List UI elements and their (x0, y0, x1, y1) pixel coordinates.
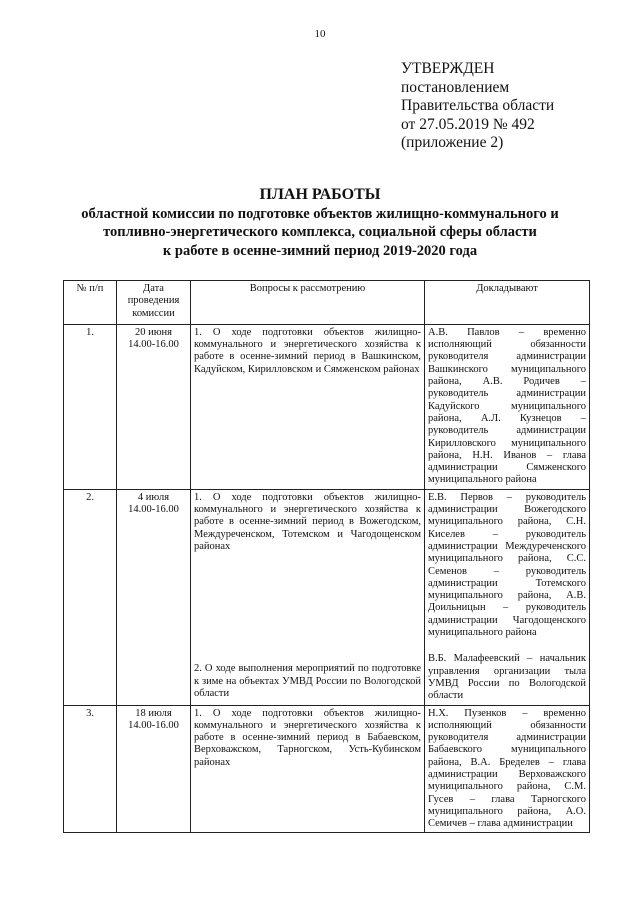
row-num: 3. (64, 705, 117, 833)
approval-line: от 27.05.2019 № 492 (401, 115, 535, 133)
table-header-row (64, 281, 590, 325)
date-day: 18 июля (135, 707, 172, 719)
reporter-item: В.Б. Малафеевский – начальник управления организации тыла УМВД России по Вологодской области (428, 653, 586, 702)
table-row (64, 489, 590, 705)
reporter-item: А.В. Павлов – временно исполняющий обязанности руководителя администрации Вашкинского муниципального района, А.В. Родичев – руководитель администрации Кадуйского муниципального района, А.Л. Кузнецов – руководитель администрации Кирилловского муниципального района, Н.Н. Иванов – глава администрации Сямженского муниципального района (428, 326, 586, 486)
title-line: областной комиссии по подготовке объектов жилищно-коммунального и (81, 205, 559, 222)
page-number: 10 (314, 28, 326, 40)
question-item: 2. О ходе выполнения мероприятий по подготовке к зиме на объектах УМВД России по Вологодской области (194, 663, 421, 699)
date-time: 14.00-16.00 (128, 339, 179, 351)
row-reporters (425, 324, 590, 489)
header-reporters: Докладывают (425, 281, 590, 325)
row-num: 1. (64, 324, 117, 489)
row-reporters (425, 705, 590, 833)
approval-line: постановлением (401, 78, 510, 96)
table-row (64, 324, 590, 489)
document-title (40, 186, 600, 260)
work-plan-table (63, 280, 590, 833)
row-date (117, 705, 191, 833)
title-heading: ПЛАН РАБОТЫ (259, 186, 381, 203)
question-item: 1. О ходе подготовки объектов жилищно-коммунального и энергетического хозяйства к работе в осенне-зимний период в Вашкинском, Кадуйском, Кирилловском и Сямженском районах (194, 326, 421, 375)
row-date (117, 489, 191, 705)
approval-line: Правительства области (401, 97, 555, 114)
header-num: № п/п (64, 281, 117, 325)
header-date: Дата проведения комиссии (117, 281, 191, 325)
row-reporters (425, 489, 590, 705)
table-row (64, 705, 590, 833)
title-line: к работе в осенне-зимний период 2019-2020 года (162, 242, 478, 259)
approval-line: УТВЕРЖДЕН (401, 60, 495, 77)
reporter-item: Н.Х. Пузенков – временно исполняющий обязанности руководителя администрации Бабаевского муниципального района, В.А. Бределев – глава администрации Верховажского муниципального района, С.М. Гусев – глава Тарногского муниципального района, А.О. Семичев – глава администрации (428, 707, 586, 830)
question-item: 1. О ходе подготовки объектов жилищно-коммунального и энергетического хозяйства к работе в осенне-зимний период в Вожегодском, Междуреченском, Тотемском и Чагодощенском районах (194, 491, 421, 552)
question-item: 1. О ходе подготовки объектов жилищно-коммунального и энергетического хозяйства к работе в осенне-зимний период в Бабаевском, Верховажском, Тарногском, Усть-Кубинском районах (194, 707, 421, 768)
approval-stamp (401, 60, 554, 153)
row-date (117, 324, 191, 489)
approval-line: (приложение 2) (401, 134, 504, 151)
reporter-item: Е.В. Первов – руководитель администрации Вожегодского муниципального района, С.Н. Киселев – руководитель администрации Междуреченского муниципального района, С.С. Семенов – руководитель администрации Тотемского муниципального района, А.В. Доильницын – руководитель администрации Чагодощенского муниципального района (428, 491, 586, 639)
row-questions (191, 489, 425, 705)
date-day: 20 июня (134, 326, 173, 338)
date-day: 4 июля (137, 491, 170, 503)
row-questions (191, 705, 425, 833)
date-time: 14.00-16.00 (128, 719, 179, 731)
header-questions: Вопросы к рассмотрению (191, 281, 425, 325)
date-time: 14.00-16.00 (128, 504, 179, 516)
title-line: топливно-энергетического комплекса, социальной сферы области (103, 224, 537, 240)
row-questions (191, 324, 425, 489)
row-num: 2. (64, 489, 117, 705)
